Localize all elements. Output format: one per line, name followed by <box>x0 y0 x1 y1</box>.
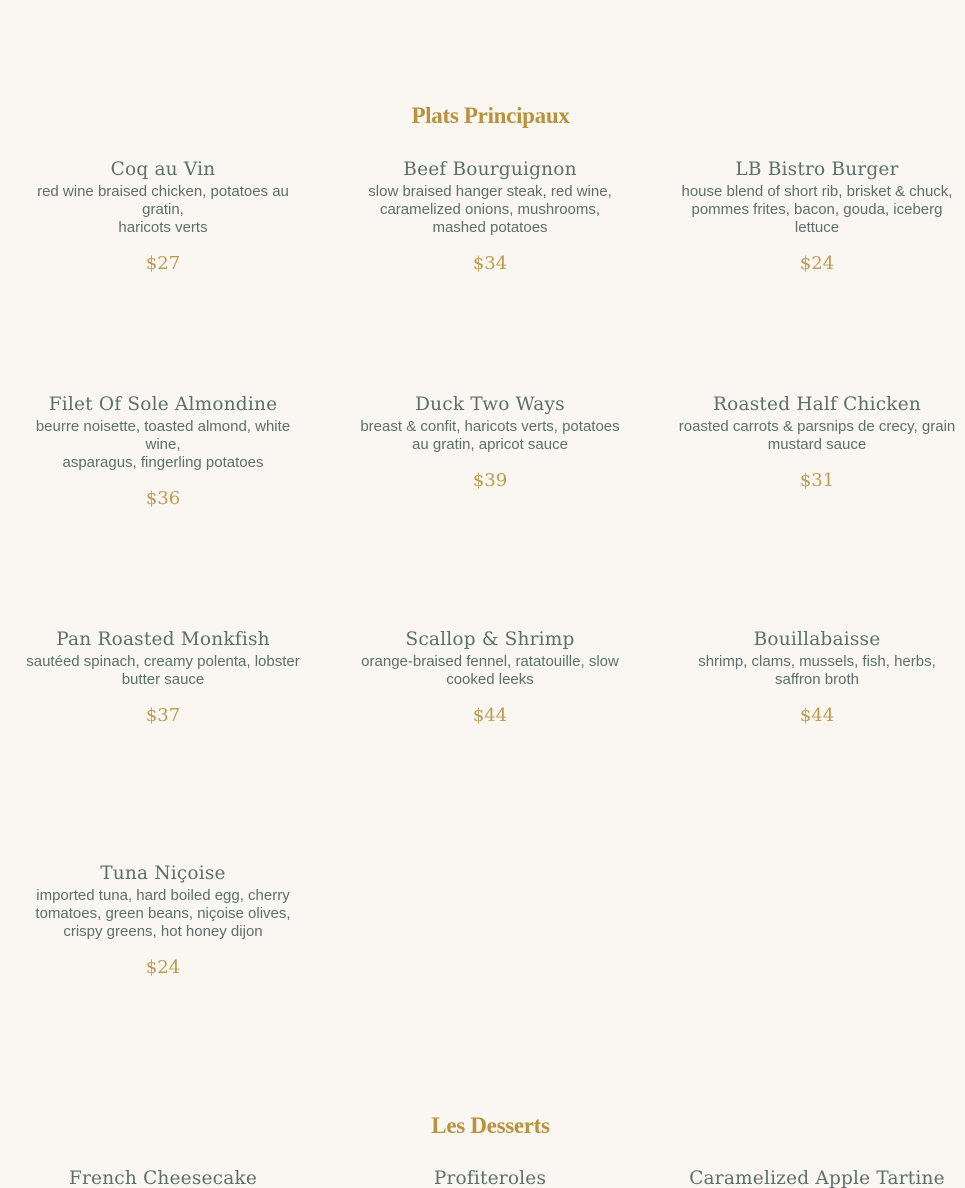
item-description-line: imported tuna, hard boiled egg, cherry <box>36 887 290 904</box>
item-description-line: slow braised hanger steak, red wine, <box>368 183 612 200</box>
item-description-line: butter sauce <box>121 671 205 688</box>
item-description-line: caramelized onions, mushrooms, <box>379 201 601 218</box>
section-title-desserts: Les Desserts <box>431 1113 550 1138</box>
item-description-line: roasted carrots & parsnips de crecy, grain <box>678 418 956 435</box>
menu-item-lb-bistro-burger <box>667 157 965 275</box>
item-description-line: orange-braised fennel, ratatouille, slow <box>361 653 619 670</box>
item-description-line: lettuce <box>794 219 840 236</box>
item-description <box>13 418 313 472</box>
item-price: $39 <box>472 470 508 491</box>
menu-item-french-cheesecake <box>13 1166 313 1188</box>
item-name: Duck Two Ways <box>415 394 565 415</box>
item-name: Scallop & Shrimp <box>405 629 575 650</box>
item-name: Tuna Niçoise <box>100 863 226 884</box>
item-description-line: crispy greens, hot honey dijon <box>63 923 263 940</box>
menu-item-pan-roasted-monkfish <box>13 627 313 727</box>
item-description-line: beurre noisette, toasted almond, white <box>35 418 291 435</box>
item-description-line: cooked leeks <box>446 671 534 688</box>
item-description-line: mashed potatoes <box>432 219 548 236</box>
item-description-line: breast & confit, haricots verts, potatoes <box>360 418 620 435</box>
item-description-line: gratin, <box>142 201 184 218</box>
item-description <box>13 653 313 689</box>
menu-item-tuna-nicoise <box>13 861 313 979</box>
item-description <box>340 418 640 454</box>
item-name: Beef Bourguignon <box>403 159 577 180</box>
item-price: $24 <box>145 957 181 978</box>
item-name: Filet Of Sole Almondine <box>48 394 278 415</box>
item-price: $44 <box>472 705 508 726</box>
item-name: Profiteroles <box>433 1168 547 1188</box>
item-price: $24 <box>799 253 835 274</box>
item-name: Roasted Half Chicken <box>713 394 921 415</box>
item-description-line: tomatoes, green beans, niçoise olives, <box>35 905 291 922</box>
item-name: Pan Roasted Monkfish <box>56 629 270 650</box>
menu-item-profiteroles <box>340 1166 640 1188</box>
item-name: Bouillabaisse <box>753 629 881 650</box>
menu-item-filet-of-sole <box>13 392 313 510</box>
item-description-line: red wine braised chicken, potatoes au <box>37 183 289 200</box>
item-price: $37 <box>145 705 181 726</box>
item-price: $31 <box>799 470 835 491</box>
item-description <box>667 418 965 454</box>
item-price: $44 <box>799 705 835 726</box>
item-description-line: asparagus, fingerling potatoes <box>62 454 264 471</box>
item-price: $27 <box>145 253 181 274</box>
item-name: French Cheesecake <box>68 1168 258 1188</box>
item-name: LB Bistro Burger <box>735 159 899 180</box>
item-description-line: shrimp, clams, mussels, fish, herbs, <box>698 653 936 670</box>
item-description <box>667 653 965 689</box>
menu-item-coq-au-vin <box>13 157 313 275</box>
item-description <box>13 887 313 941</box>
item-description <box>667 183 965 237</box>
item-description-line: au gratin, apricot sauce <box>412 436 568 453</box>
menu-item-duck-two-ways <box>340 392 640 492</box>
menu-item-roasted-half-chicken <box>667 392 965 492</box>
item-description-line: haricots verts <box>118 219 208 236</box>
item-description-line: sautéed spinach, creamy polenta, lobster <box>26 653 300 670</box>
item-description-line: wine, <box>145 436 181 453</box>
menu-item-bouillabaisse <box>667 627 965 727</box>
item-description <box>340 183 640 237</box>
item-description <box>340 653 640 689</box>
menu-item-scallop-shrimp <box>340 627 640 727</box>
item-description-line: house blend of short rib, brisket & chuck, <box>681 183 953 200</box>
menu-item-beef-bourguignon <box>340 157 640 275</box>
item-name: Coq au Vin <box>110 159 216 180</box>
item-price: $36 <box>145 488 181 509</box>
item-price: $34 <box>472 253 508 274</box>
item-description <box>13 183 313 237</box>
item-description-line: saffron broth <box>775 671 859 688</box>
menu-item-caramelized-apple-tartine <box>667 1166 965 1188</box>
section-title-mains: Plats Principaux <box>411 103 570 128</box>
item-description-line: pommes frites, bacon, gouda, iceberg <box>691 201 943 218</box>
item-name: Caramelized Apple Tartine <box>689 1168 945 1188</box>
item-description-line: mustard sauce <box>767 436 867 453</box>
